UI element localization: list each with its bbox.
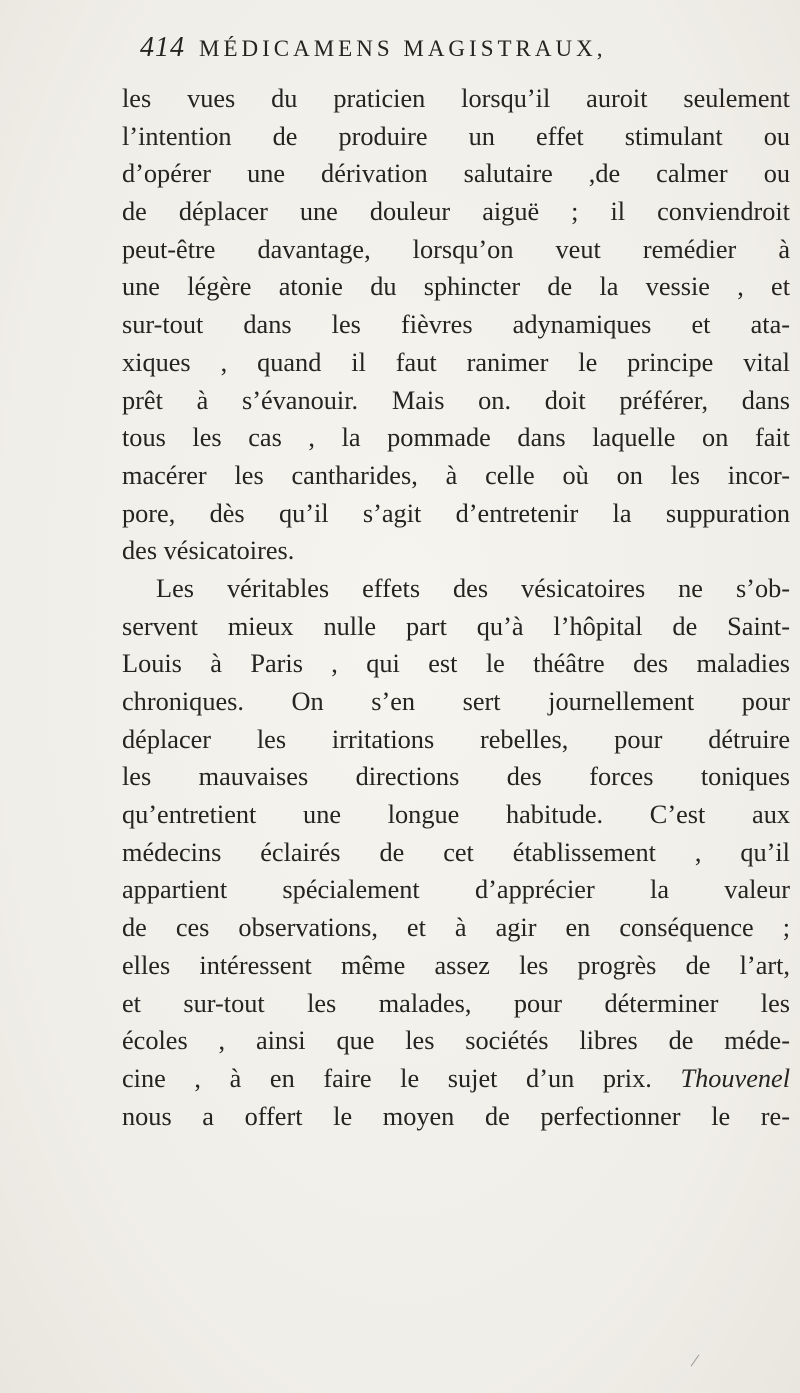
text-line: chroniques. On s’en sert journellement pour: [122, 687, 790, 716]
text-fragment: cine , à en faire le sujet d’un prix.: [122, 1063, 652, 1093]
page-number: 414: [140, 32, 185, 63]
text-line: servent mieux nulle part qu’à l’hôpital de Saint-: [122, 611, 790, 641]
text-line-with-name: [122, 1060, 790, 1098]
paragraph-start-line: Les véritables effets des vésicatoires ne s’ob-: [156, 573, 790, 603]
text-line: tous les cas , la pommade dans laquelle on fait: [122, 423, 790, 453]
text-line: de ces observations, et à agir en conséquence ;: [122, 913, 790, 943]
text-line: peut-être davantage, lorsqu’on veut remédier à: [122, 234, 790, 264]
text-line: Louis à Paris , qui est le théâtre des maladies: [122, 649, 790, 679]
text-line: prêt à s’évanouir. Mais on. doit préférer, dans: [122, 385, 790, 415]
text-line: sur-tout dans les fièvres adynamiques et ata-: [122, 310, 790, 340]
text-line: d’opérer une dérivation salutaire ,de calmer ou: [122, 159, 790, 189]
text-line: macérer les cantharides, à celle où on les incor-: [122, 460, 790, 490]
text-line: les vues du praticien lorsqu’il auroit seulement: [122, 84, 790, 113]
running-title: MÉDICAMENS MAGISTRAUX,: [199, 36, 607, 61]
text-line: de déplacer une douleur aiguë ; il conviendroit: [122, 197, 790, 227]
text-line: xiques , quand il faut ranimer le principe vital: [122, 347, 790, 377]
text-line: et sur-tout les malades, pour déterminer les: [122, 988, 790, 1018]
text-line: l’intention de produire un effet stimulant ou: [122, 121, 790, 151]
text-line: pore, dès qu’il s’agit d’entretenir la suppuration: [122, 498, 790, 528]
stray-mark: [691, 1354, 700, 1366]
text-line: les mauvaises directions des forces toniques: [122, 762, 790, 792]
text-line: médecins éclairés de cet établissement , qu’il: [122, 837, 790, 867]
text-line: écoles , ainsi que les sociétés libres de méde-: [122, 1026, 790, 1056]
text-line: nous a offert le moyen de perfectionner le re-: [122, 1101, 790, 1131]
text-line: une légère atonie du sphincter de la vessie , et: [122, 272, 790, 302]
body-text: [122, 80, 790, 1135]
text-line: qu’entretient une longue habitude. C’est aux: [122, 800, 790, 830]
text-line: appartient spécialement d’apprécier la valeur: [122, 875, 790, 905]
page-header: [140, 32, 760, 72]
text-line: elles intéressent même assez les progrès de l’art,: [122, 950, 790, 980]
paragraph-end-line: des vésicatoires.: [122, 536, 295, 566]
text-line: déplacer les irritations rebelles, pour détruire: [122, 724, 790, 754]
italic-name: Thouvenel: [680, 1063, 791, 1093]
